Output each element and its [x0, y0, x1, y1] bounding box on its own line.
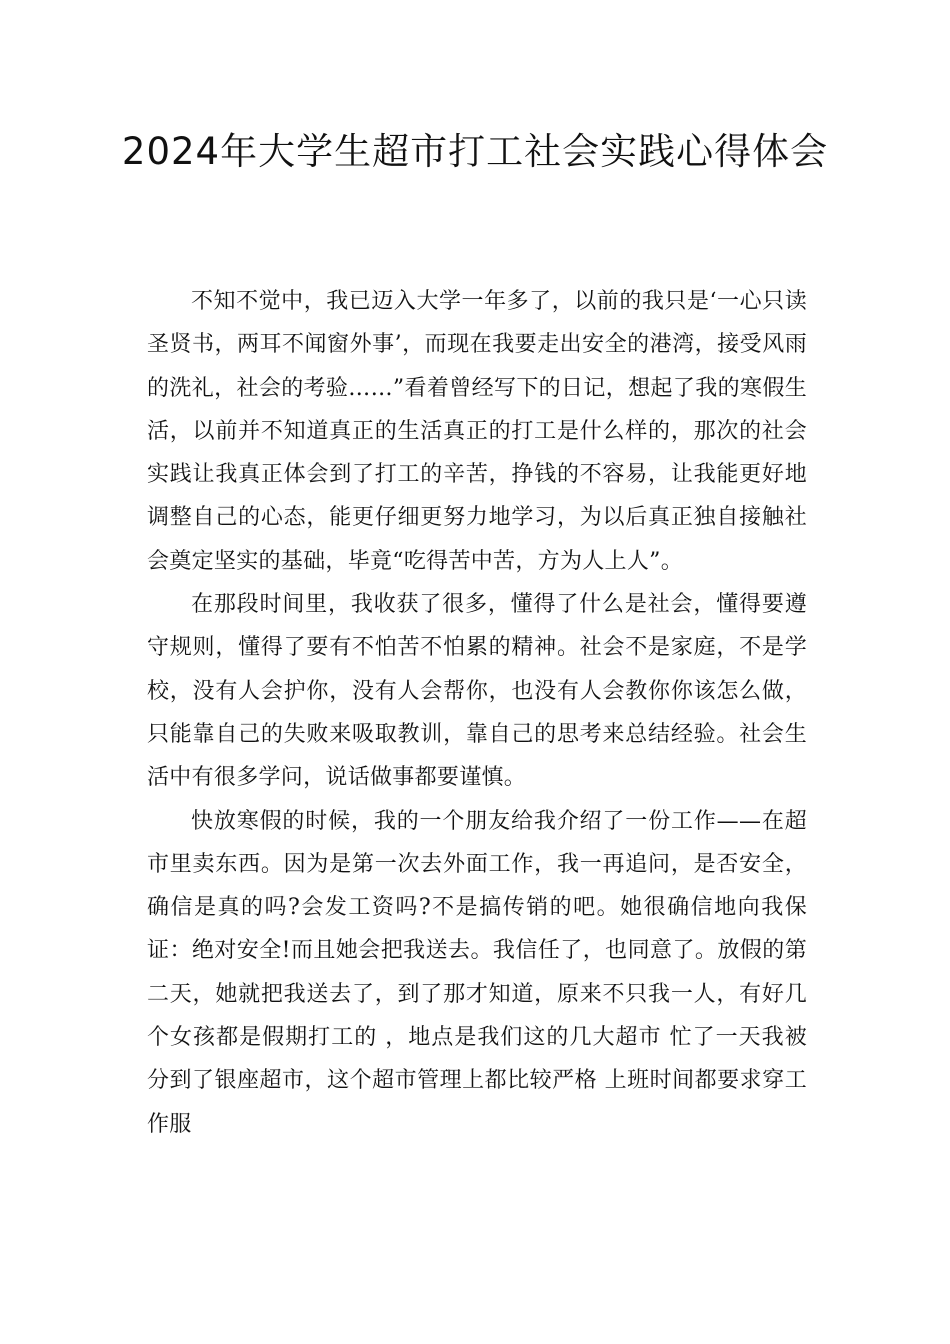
document-body	[147, 280, 807, 1146]
paragraph-2: 在那段时间里，我收获了很多，懂得了什么是社会，懂得要遵守规则，懂得了要有不怕苦不怕累的精神。社会不是家庭，不是学校，没有人会护你，没有人会帮你，也没有人会教你你该怎么做，只能靠自己的失败来吸取教训，靠自己的思考来总结经验。社会生活中有很多学问，说话做事都要谨慎。	[147, 592, 807, 791]
document-title: 2024年大学生超市打工社会实践心得体会	[121, 130, 829, 173]
paragraph-3: 快放寒假的时候，我的一个朋友给我介绍了一份工作——在超市里卖东西。因为是第一次去外面工作，我一再追问，是否安全，确信是真的吗?会发工资吗?不是搞传销的吧。她很确信地向我保证：绝对安全!而且她会把我送去。我信任了，也同意了。放假的第二天，她就把我送去了，到了那才知道，原来不只我一人，有好几个女孩都是假期打工的 ，地点是我们这的几大超市 忙了一天我被分到了银座超市，这个超市管理上都比较严格 上班时间都要求穿工作服	[147, 808, 807, 1137]
paragraph-1: 不知不觉中，我已迈入大学一年多了，以前的我只是‘一心只读圣贤书，两耳不闻窗外事’，而现在我要走出安全的港湾，接受风雨的洗礼，社会的考验……”看着曾经写下的日记，想起了我的寒假生活，以前并不知道真正的生活真正的打工是什么样的，那次的社会实践让我真正体会到了打工的辛苦，挣钱的不容易，让我能更好地调整自己的心态，能更仔细更努力地学习，为以后真正独自接触社会奠定坚实的基础，毕竟“吃得苦中苦，方为人上人”。	[147, 289, 807, 574]
